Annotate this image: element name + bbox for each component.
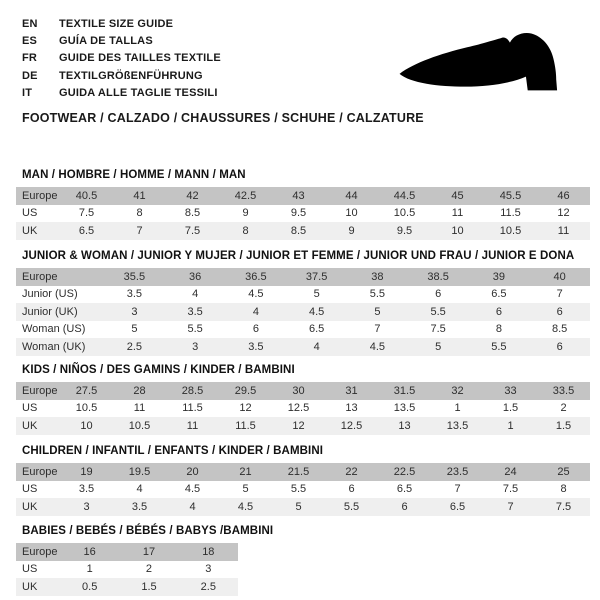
size-cell: 4 — [313, 340, 320, 353]
size-cell: 3.5 — [248, 340, 264, 353]
size-cell: 46 — [557, 189, 570, 202]
row-label: Europe — [22, 384, 58, 397]
size-section — [16, 250, 590, 356]
size-cell: 28 — [133, 384, 146, 397]
size-cell: 2.5 — [126, 340, 143, 353]
size-cell: 4 — [136, 483, 143, 496]
size-cell: 5.5 — [343, 500, 360, 513]
size-cell: 37.5 — [305, 270, 328, 283]
language-label: TEXTILE SIZE GUIDE — [59, 17, 174, 30]
size-cell: 42 — [186, 189, 199, 202]
category-line: FOOTWEAR / CALZADO / CHAUSSURES / SCHUHE / CALZATURE — [22, 111, 424, 125]
table-row — [16, 321, 590, 339]
size-table — [16, 463, 590, 516]
size-cell: 11.5 — [182, 402, 203, 415]
table-row — [16, 187, 590, 205]
size-cell: 38 — [371, 270, 384, 283]
size-cell: 1.5 — [502, 402, 519, 415]
size-cell: 10 — [345, 207, 358, 220]
size-cell: 6 — [401, 500, 408, 513]
size-cell: 10.5 — [128, 419, 151, 432]
size-cell: 5 — [131, 323, 138, 336]
language-code: FR — [22, 52, 38, 65]
language-row — [22, 84, 221, 101]
size-cell: 11 — [557, 224, 570, 237]
size-cell: 40 — [553, 270, 566, 283]
size-cell: 3.5 — [131, 500, 148, 513]
size-cell: 9.5 — [290, 207, 307, 220]
size-cell: 1.5 — [555, 419, 572, 432]
size-cell: 13.5 — [446, 419, 469, 432]
size-cell: 7 — [556, 288, 563, 301]
size-cell: 2.5 — [200, 580, 216, 593]
table-row — [16, 543, 238, 561]
size-cell: 6 — [252, 323, 259, 336]
size-cell: 4.5 — [248, 288, 264, 301]
size-cell: 11.5 — [235, 419, 256, 432]
row-label: Europe — [22, 465, 58, 478]
size-cell: 8.5 — [551, 323, 568, 336]
size-cell: 11 — [186, 419, 199, 432]
size-cell: 5.5 — [290, 483, 307, 496]
size-cell: 7.5 — [184, 224, 201, 237]
size-cell: 3.5 — [187, 305, 203, 318]
language-label: GUIDA ALLE TAGLIE TESSILI — [59, 86, 218, 99]
size-cell: 38.5 — [427, 270, 449, 283]
row-label: UK — [22, 500, 38, 513]
table-row — [16, 417, 590, 435]
language-label: TEXTILGRÖßENFÜHRUNG — [59, 69, 203, 82]
size-section — [16, 525, 273, 596]
size-cell: 1.5 — [141, 580, 157, 593]
size-cell: 32 — [451, 384, 464, 397]
table-row — [16, 205, 590, 223]
table-row — [16, 382, 590, 400]
size-cell: 44 — [345, 189, 358, 202]
size-cell: 36 — [189, 270, 202, 283]
size-section — [16, 445, 590, 516]
size-cell: 13 — [345, 402, 358, 415]
size-cell: 29.5 — [234, 384, 257, 397]
size-cell: 12.5 — [287, 402, 310, 415]
size-cell: 3 — [192, 340, 199, 353]
size-cell: 3.5 — [78, 483, 95, 496]
size-cell: 7 — [507, 500, 514, 513]
size-cell: 5.5 — [187, 323, 203, 336]
size-cell: 17 — [142, 545, 156, 558]
size-cell: 36.5 — [245, 270, 267, 283]
row-label: Woman (UK) — [22, 340, 86, 353]
size-cell: 12 — [557, 207, 570, 220]
size-cell: 5.5 — [430, 305, 446, 318]
size-cell: 12 — [292, 419, 305, 432]
size-cell: 21.5 — [287, 465, 310, 478]
size-cell: 13.5 — [393, 402, 416, 415]
language-code: IT — [22, 86, 33, 99]
size-cell: 10 — [80, 419, 93, 432]
size-cell: 8.5 — [290, 224, 307, 237]
size-cell: 43 — [292, 189, 305, 202]
size-cell: 16 — [83, 545, 96, 558]
size-cell: 12 — [239, 402, 252, 415]
size-cell: 5 — [295, 500, 302, 513]
size-cell: 7 — [374, 323, 381, 336]
row-label: US — [22, 207, 38, 220]
size-cell: 25 — [557, 465, 570, 478]
language-row — [22, 15, 221, 32]
size-cell: 22 — [345, 465, 358, 478]
row-label: UK — [22, 419, 38, 432]
table-row — [16, 481, 590, 499]
size-cell: 11 — [451, 207, 464, 220]
size-cell: 6.5 — [491, 288, 507, 301]
size-cell: 28.5 — [181, 384, 204, 397]
size-cell: 5.5 — [491, 340, 507, 353]
row-label: Junior (US) — [22, 288, 78, 301]
size-cell: 7 — [454, 483, 461, 496]
language-guide-block — [22, 15, 221, 101]
size-cell: 13 — [398, 419, 411, 432]
size-cell: 8 — [136, 207, 143, 220]
size-cell: 6.5 — [396, 483, 413, 496]
size-cell: 10.5 — [75, 402, 98, 415]
size-cell: 31 — [345, 384, 358, 397]
size-cell: 4 — [192, 288, 199, 301]
size-table — [16, 187, 590, 240]
size-cell: 6.5 — [449, 500, 466, 513]
table-row — [16, 268, 590, 286]
size-cell: 6 — [348, 483, 355, 496]
size-cell: 8 — [495, 323, 502, 336]
size-cell: 9 — [348, 224, 355, 237]
size-cell: 42.5 — [234, 189, 257, 202]
dress-shoe-icon — [396, 28, 574, 94]
row-label: UK — [22, 224, 38, 237]
size-cell: 8 — [242, 224, 249, 237]
row-label: Junior (UK) — [22, 305, 78, 318]
size-cell: 8 — [560, 483, 567, 496]
section-title: CHILDREN / INFANTIL / ENFANTS / KINDER / BAMBINI — [22, 445, 324, 457]
table-row — [16, 286, 590, 304]
size-cell: 27.5 — [75, 384, 98, 397]
size-cell: 2 — [560, 402, 567, 415]
table-row — [16, 303, 590, 321]
size-cell: 3 — [205, 563, 212, 576]
size-cell: 7.5 — [430, 323, 446, 336]
size-cell: 4.5 — [308, 305, 325, 318]
table-row — [16, 400, 590, 418]
size-cell: 45.5 — [499, 189, 522, 202]
size-cell: 4 — [189, 500, 196, 513]
size-cell: 39 — [492, 270, 505, 283]
size-cell: 6 — [495, 305, 502, 318]
language-code: ES — [22, 34, 38, 47]
size-table — [16, 382, 590, 435]
size-cell: 23.5 — [446, 465, 469, 478]
size-cell: 12.5 — [340, 419, 363, 432]
size-cell: 7.5 — [78, 207, 95, 220]
size-cell: 31.5 — [393, 384, 416, 397]
size-cell: 4 — [252, 305, 259, 318]
language-row — [22, 50, 221, 67]
size-cell: 1 — [86, 563, 93, 576]
language-row — [22, 67, 221, 84]
size-cell: 5 — [435, 340, 442, 353]
language-row — [22, 32, 221, 49]
size-cell: 4.5 — [237, 500, 254, 513]
size-cell: 0.5 — [82, 580, 98, 593]
section-title: BABIES / BEBÉS / BÉBÉS / BABYS /BAMBINI — [22, 525, 274, 537]
size-cell: 6 — [556, 340, 563, 353]
size-cell: 6.5 — [78, 224, 95, 237]
size-cell: 9 — [242, 207, 249, 220]
size-cell: 6 — [556, 305, 563, 318]
section-title: KIDS / NIÑOS / DES GAMINS / KINDER / BAMBINI — [22, 364, 295, 376]
language-code: DE — [22, 69, 38, 82]
table-row — [16, 498, 590, 516]
size-cell: 33.5 — [552, 384, 575, 397]
size-cell: 3 — [83, 500, 90, 513]
size-cell: 6.5 — [308, 323, 325, 336]
language-code: EN — [22, 17, 38, 30]
size-section — [16, 364, 590, 435]
row-label: US — [22, 483, 38, 496]
size-cell: 40.5 — [75, 189, 98, 202]
size-cell: 21 — [239, 465, 252, 478]
size-cell: 30 — [292, 384, 305, 397]
size-cell: 1 — [507, 419, 514, 432]
table-row — [16, 463, 590, 481]
row-label: Woman (US) — [22, 323, 86, 336]
size-cell: 5 — [313, 288, 320, 301]
row-label: US — [22, 402, 38, 415]
size-cell: 18 — [202, 545, 215, 558]
size-cell: 11.5 — [500, 207, 521, 220]
size-section — [16, 169, 590, 240]
size-cell: 5 — [374, 305, 381, 318]
size-cell: 3 — [131, 305, 138, 318]
table-row — [16, 222, 590, 240]
size-cell: 10.5 — [499, 224, 522, 237]
size-cell: 4.5 — [369, 340, 386, 353]
size-cell: 33 — [504, 384, 517, 397]
size-cell: 45 — [451, 189, 464, 202]
row-label: Europe — [22, 545, 58, 558]
size-cell: 41 — [133, 189, 146, 202]
size-cell: 19 — [80, 465, 93, 478]
table-row — [16, 338, 590, 356]
size-cell: 44.5 — [393, 189, 416, 202]
size-cell: 10.5 — [393, 207, 416, 220]
size-cell: 10 — [451, 224, 464, 237]
size-cell: 7.5 — [555, 500, 572, 513]
size-cell: 3.5 — [126, 288, 143, 301]
size-table — [16, 543, 238, 596]
size-cell: 20 — [186, 465, 199, 478]
size-table — [16, 268, 590, 356]
size-cell: 8.5 — [184, 207, 201, 220]
size-cell: 7 — [136, 224, 143, 237]
size-cell: 4.5 — [184, 483, 201, 496]
language-label: GUÍA DE TALLAS — [59, 34, 153, 47]
size-cell: 35.5 — [123, 270, 146, 283]
size-cell: 5.5 — [369, 288, 386, 301]
table-row — [16, 578, 238, 596]
language-label: GUIDE DES TAILLES TEXTILE — [59, 52, 221, 65]
size-cell: 2 — [145, 563, 153, 576]
row-label: Europe — [22, 189, 58, 202]
size-cell: 19.5 — [128, 465, 151, 478]
size-cell: 6 — [435, 288, 442, 301]
size-cell: 11 — [133, 402, 146, 415]
size-cell: 9.5 — [396, 224, 413, 237]
size-cell: 5 — [242, 483, 249, 496]
section-title: JUNIOR & WOMAN / JUNIOR Y MUJER / JUNIOR ET FEMME / JUNIOR UND FRAU / JUNIOR E DONA — [22, 250, 575, 262]
size-cell: 1 — [454, 402, 461, 415]
row-label: US — [22, 563, 38, 576]
table-row — [16, 561, 238, 579]
row-label: UK — [22, 580, 38, 593]
size-cell: 22.5 — [393, 465, 416, 478]
row-label: Europe — [22, 270, 58, 283]
size-cell: 7.5 — [502, 483, 519, 496]
size-cell: 24 — [504, 465, 517, 478]
section-title: MAN / HOMBRE / HOMME / MANN / MAN — [22, 169, 246, 181]
